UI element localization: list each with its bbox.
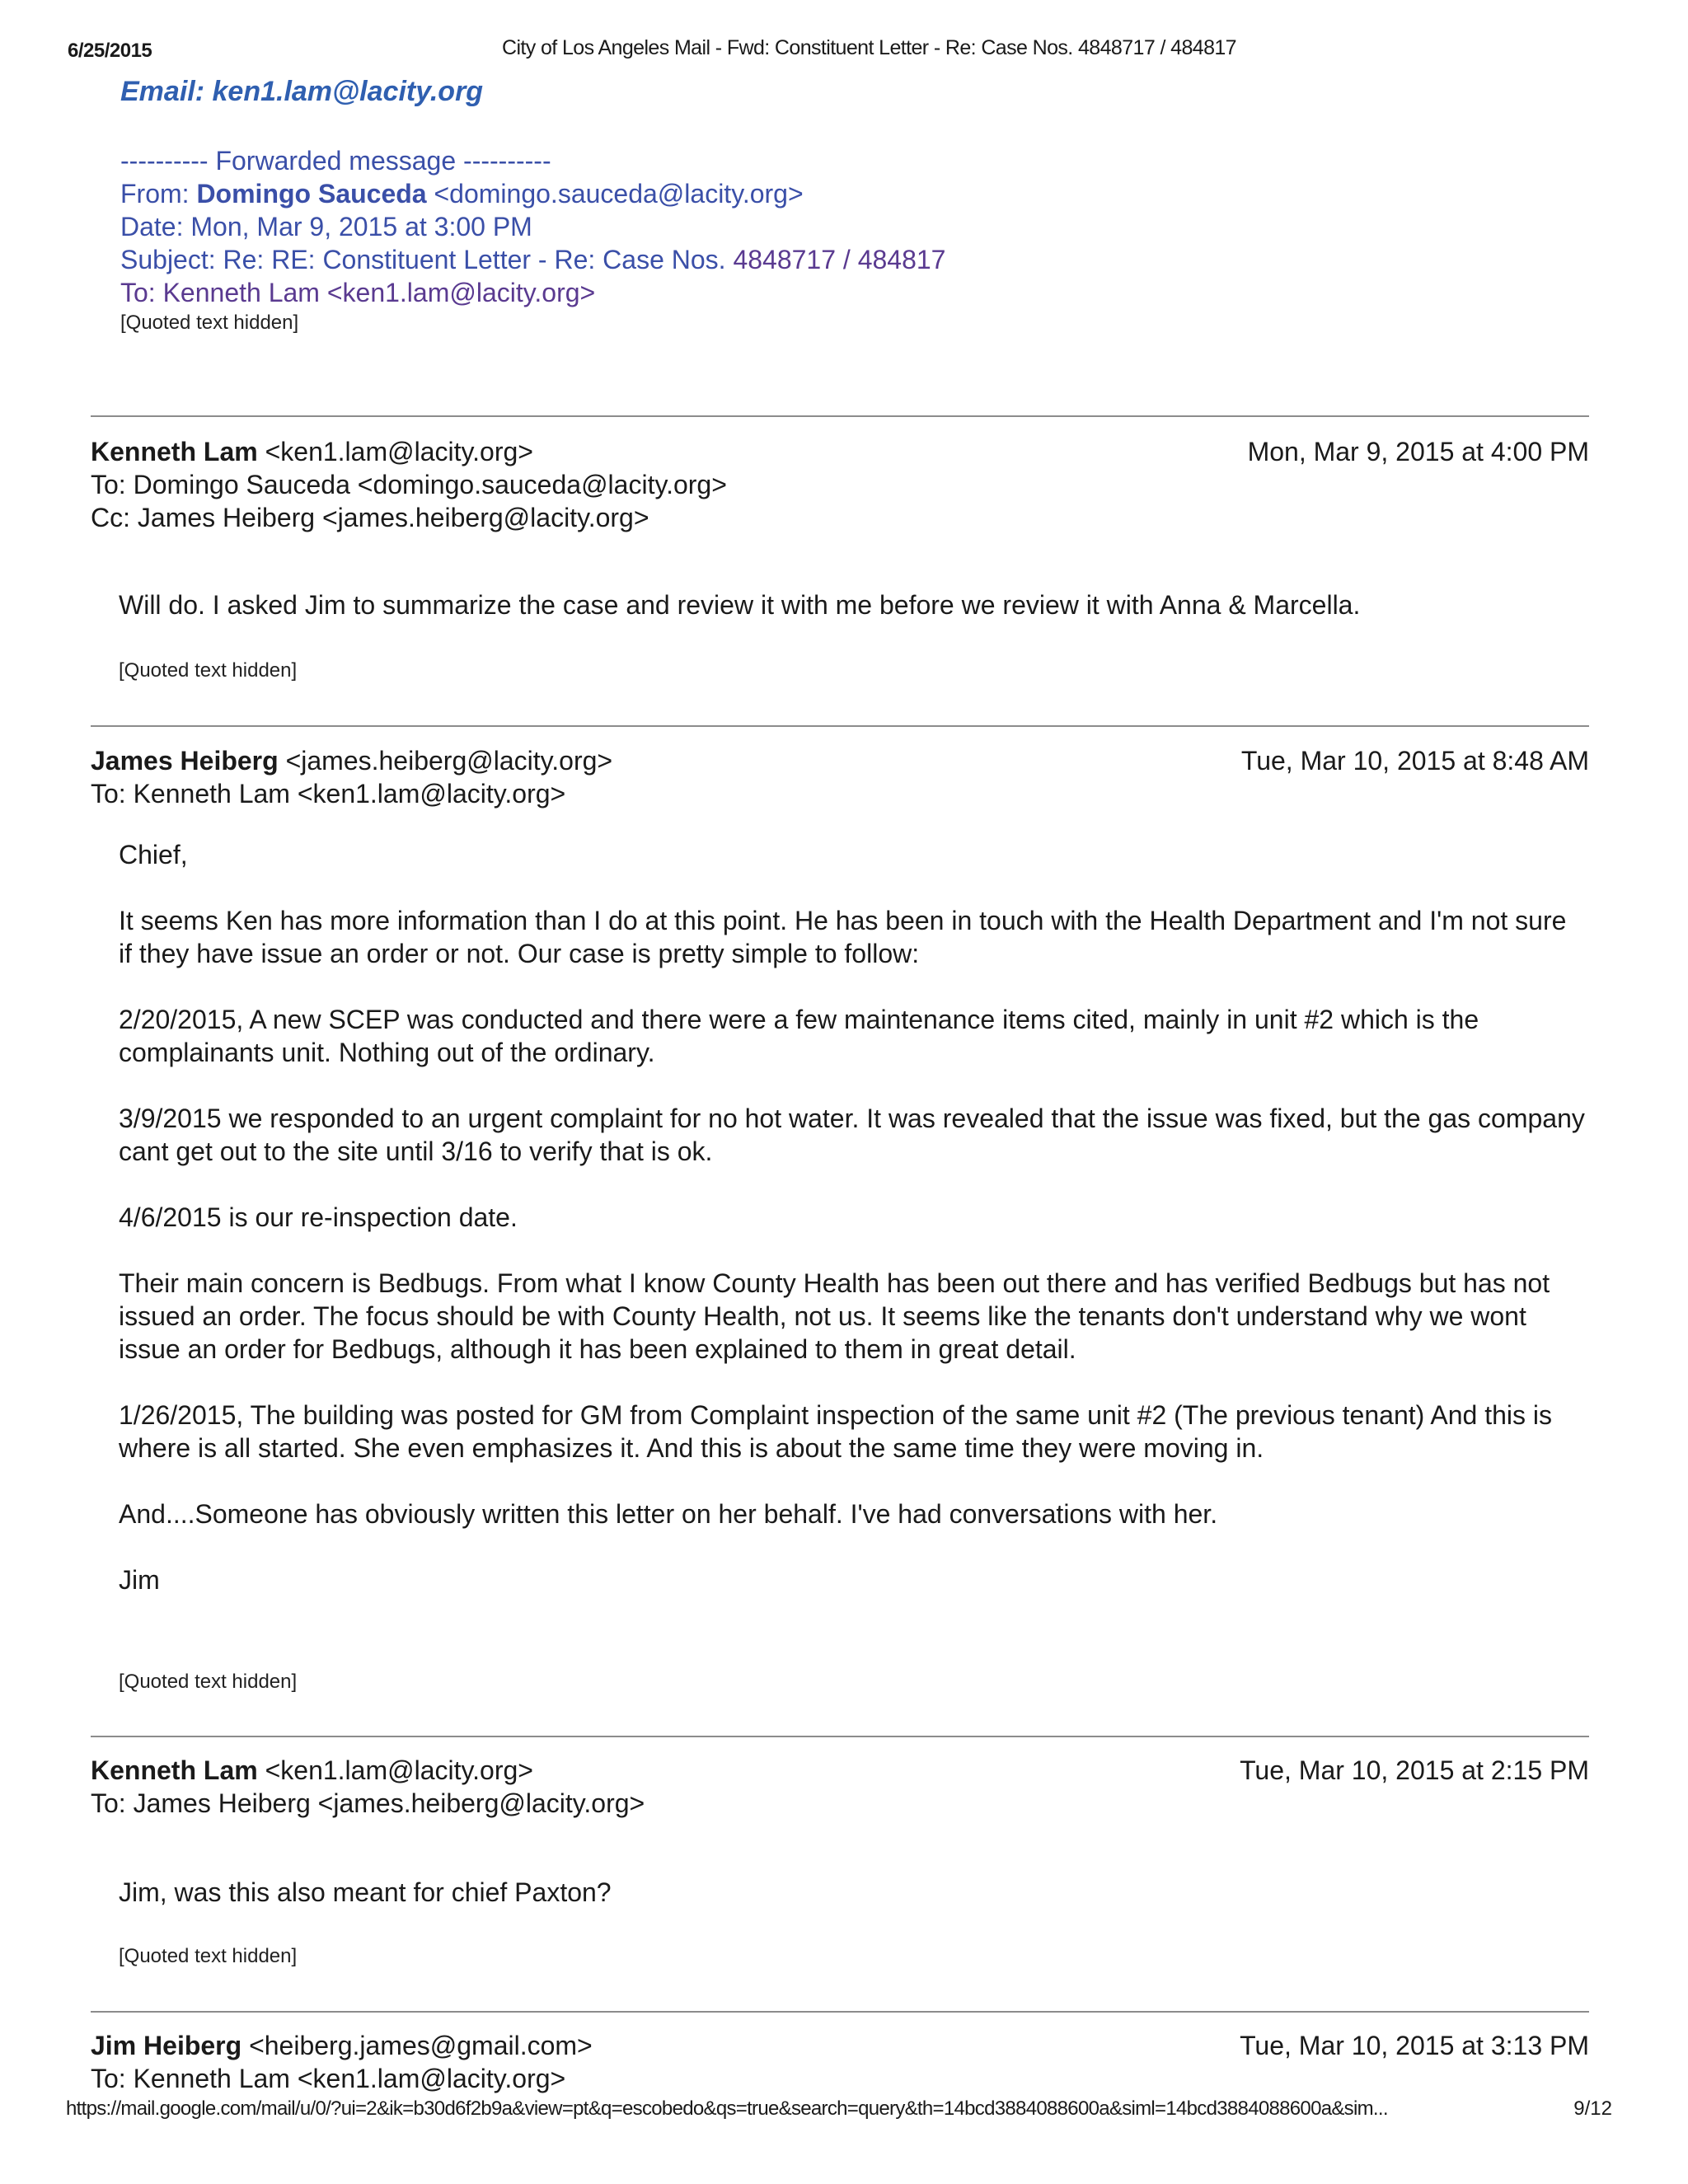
sender-email[interactable]: <heiberg.james@gmail.com> xyxy=(249,2031,593,2060)
body-paragraph: Will do. I asked Jim to summarize the case and review it with me before we review it with Anna & Marcella. xyxy=(119,590,1361,620)
forwarded-from xyxy=(120,177,945,210)
quoted-text-toggle[interactable]: [Quoted text hidden] xyxy=(120,312,299,334)
message-header xyxy=(91,435,727,534)
sender-name: Kenneth Lam xyxy=(91,437,258,466)
body-paragraph: Chief, xyxy=(119,840,188,869)
body-paragraph: Jim xyxy=(119,1565,160,1595)
message-date: Mon, Mar 9, 2015 at 4:00 PM xyxy=(1247,437,1589,466)
message-date: Tue, Mar 10, 2015 at 8:48 AM xyxy=(1240,746,1589,776)
from-email[interactable]: <domingo.sauceda@lacity.org> xyxy=(434,179,804,209)
body-paragraph: And....Someone has obviously written this letter on her behalf. I've had conversations with her. xyxy=(119,1499,1218,1529)
page-title: City of Los Angeles Mail - Fwd: Constituent Letter - Re: Case Nos. 4848717 / 484817 xyxy=(502,36,1236,59)
message-divider xyxy=(91,415,1589,417)
quoted-text-toggle[interactable]: [Quoted text hidden] xyxy=(119,1671,298,1693)
signature-email-line xyxy=(120,76,483,108)
message-body xyxy=(119,588,1586,654)
message-header xyxy=(91,1754,645,1820)
message-header xyxy=(91,744,612,810)
from-label: From: xyxy=(120,179,190,209)
message-divider xyxy=(91,2011,1589,2013)
message-header xyxy=(91,2029,593,2095)
body-paragraph: Jim, was this also meant for chief Paxton? xyxy=(119,1877,612,1907)
recipient-to: To: James Heiberg <james.heiberg@lacity.org> xyxy=(91,1788,645,1818)
footer-url: https://mail.google.com/mail/u/0/?ui=2&ik=b30d6f2b9a&view=pt&q=escobedo&qs=true&search=query&th=14bcd3884088600a&siml=14bcd3884088600a&sim... xyxy=(66,2097,1388,2120)
sender-email[interactable]: <ken1.lam@lacity.org> xyxy=(265,1755,533,1785)
body-paragraph: 3/9/2015 we responded to an urgent complaint for no hot water. It was revealed that the issue was fixed, but the gas company cant get out to the site until 3/16 to verify that is ok. xyxy=(119,1104,1585,1166)
subject-prefix: Subject: Re: RE: Constituent Letter - Re: Case Nos. xyxy=(120,245,726,274)
forwarded-subject xyxy=(120,243,945,276)
sender-email[interactable]: <ken1.lam@lacity.org> xyxy=(265,437,533,466)
forwarded-heading: ---------- Forwarded message ---------- xyxy=(120,146,551,176)
forwarded-to: To: Kenneth Lam <ken1.lam@lacity.org> xyxy=(120,278,596,307)
message-divider xyxy=(91,725,1589,727)
from-name: Domingo Sauceda xyxy=(196,179,427,209)
body-paragraph: It seems Ken has more information than I do at this point. He has been in touch with the Health Department and I'm not sure if they have issue an order or not. Our case is pretty simple to follow: xyxy=(119,906,1567,968)
sender-name: Kenneth Lam xyxy=(91,1755,258,1785)
recipient-cc: Cc: James Heiberg <james.heiberg@lacity.org> xyxy=(91,503,649,532)
forwarded-date: Date: Mon, Mar 9, 2015 at 3:00 PM xyxy=(120,212,532,241)
body-paragraph: Their main concern is Bedbugs. From what I know County Health has been out there and has verified Bedbugs but has not issued an order. The focus should be with County Health, not us. It seems like the tenants don't understand why we wont issue an order for Bedbugs, although it has been explained to them in great detail. xyxy=(119,1268,1550,1364)
quoted-text-toggle[interactable]: [Quoted text hidden] xyxy=(119,1945,298,1967)
sender-name: James Heiberg xyxy=(91,746,279,776)
message-body xyxy=(119,1876,1586,1942)
recipient-to: To: Domingo Sauceda <domingo.sauceda@lacity.org> xyxy=(91,470,727,499)
forwarded-message xyxy=(120,144,945,337)
print-date: 6/25/2015 xyxy=(68,40,152,62)
recipient-to: To: Kenneth Lam <ken1.lam@lacity.org> xyxy=(91,2064,566,2093)
email-label: Email: xyxy=(120,76,205,107)
sender-name: Jim Heiberg xyxy=(91,2031,242,2060)
message-date: Tue, Mar 10, 2015 at 3:13 PM xyxy=(1240,2031,1589,2060)
email-link[interactable]: ken1.lam@lacity.org xyxy=(212,76,484,107)
message-date: Tue, Mar 10, 2015 at 2:15 PM xyxy=(1240,1755,1589,1785)
message-body xyxy=(119,838,1586,1629)
subject-cases: 4848717 / 484817 xyxy=(733,245,946,274)
page-number: 9/12 xyxy=(1573,2097,1612,2120)
body-paragraph: 2/20/2015, A new SCEP was conducted and there were a few maintenance items cited, mainly in unit #2 which is the complainants unit. Nothing out of the ordinary. xyxy=(119,1005,1479,1067)
sender-email[interactable]: <james.heiberg@lacity.org> xyxy=(285,746,613,776)
body-paragraph: 1/26/2015, The building was posted for GM from Complaint inspection of the same unit #2 (The previous tenant) And this is where is all started. She even emphasizes it. And this is about the same time they were moving in. xyxy=(119,1400,1553,1463)
body-paragraph: 4/6/2015 is our re-inspection date. xyxy=(119,1202,518,1232)
recipient-to: To: Kenneth Lam <ken1.lam@lacity.org> xyxy=(91,779,566,808)
quoted-text-toggle[interactable]: [Quoted text hidden] xyxy=(119,659,298,682)
message-divider xyxy=(91,1736,1589,1737)
